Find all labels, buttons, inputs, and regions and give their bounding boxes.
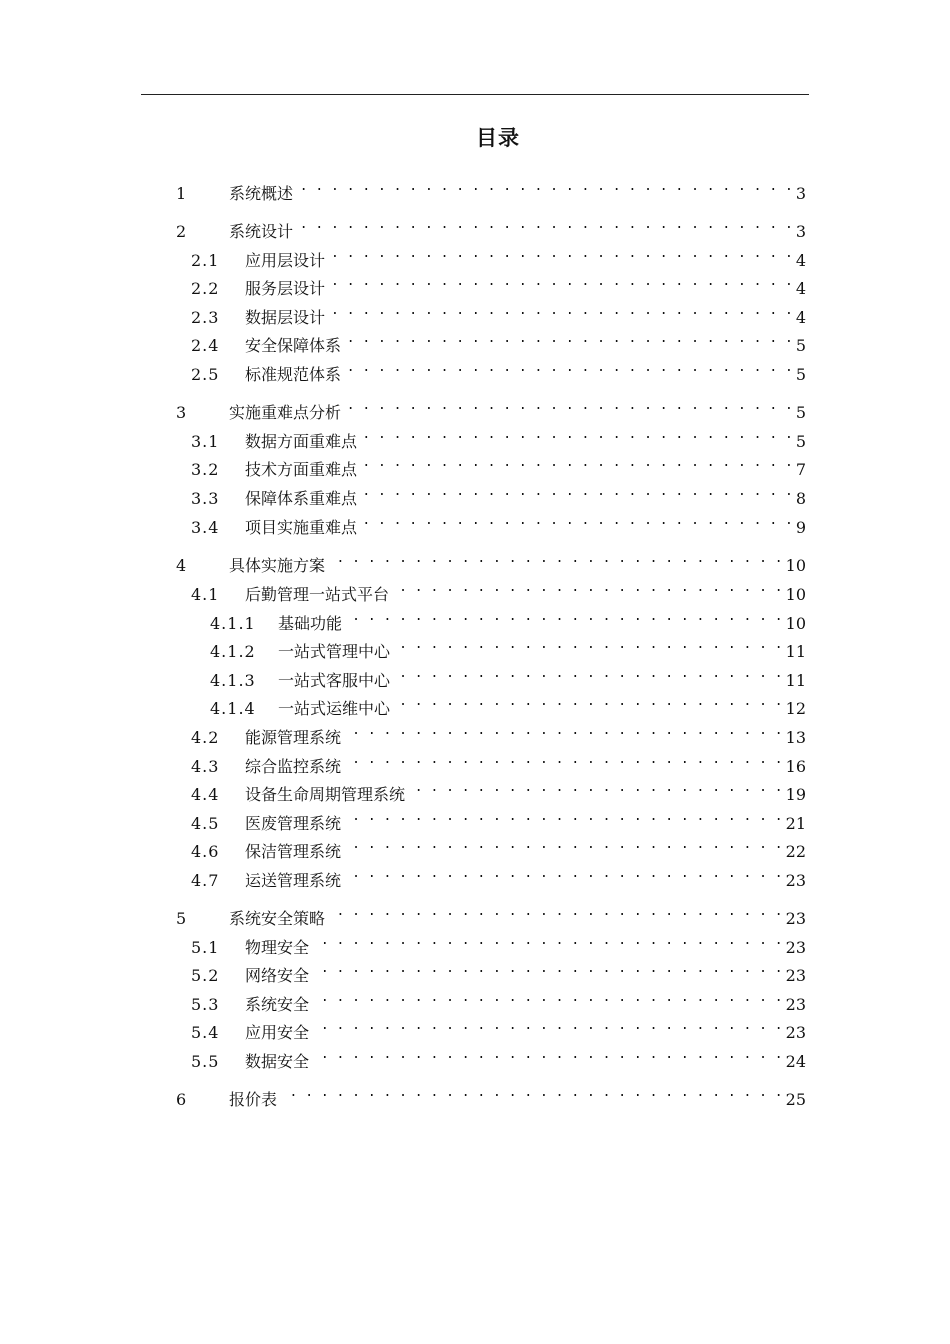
toc-page-number: 13 (785, 728, 806, 747)
toc-entry-4-1[interactable] (191, 576, 806, 604)
dot-leader (344, 327, 793, 351)
toc-page-number: 23 (785, 909, 806, 928)
toc-number: 4.6 (191, 842, 220, 861)
toc-page-number: 12 (785, 699, 806, 718)
toc-entry-5-5[interactable] (191, 1043, 806, 1071)
toc-number: 5.3 (191, 995, 220, 1014)
toc-heading: 系统概述 (229, 184, 294, 203)
toc-number: 5.5 (191, 1052, 220, 1071)
dot-leader (393, 690, 783, 714)
toc-entry-4-6[interactable] (191, 833, 806, 861)
toc-entry-4-1-4[interactable] (210, 690, 806, 718)
toc-heading: 能源管理系统 (245, 728, 342, 747)
toc-entry-5-3[interactable] (191, 986, 806, 1014)
toc-heading: 项目实施重难点 (245, 518, 358, 537)
dot-leader (312, 929, 783, 953)
toc-number: 4.1.4 (210, 699, 256, 718)
toc-page-number: 10 (785, 556, 806, 575)
dot-leader (312, 1043, 783, 1067)
toc-heading: 应用安全 (245, 1023, 310, 1042)
toc-entry-3-1[interactable] (191, 423, 806, 451)
toc-entry-2-2[interactable] (191, 270, 806, 298)
dot-leader (328, 299, 793, 323)
dot-leader (344, 833, 783, 857)
toc-number: 4 (176, 556, 188, 575)
toc-number: 4.2 (191, 728, 220, 747)
toc-number: 4.1.3 (210, 671, 256, 690)
dot-leader (344, 719, 783, 743)
dot-leader (360, 451, 793, 475)
dot-leader (344, 394, 793, 418)
toc-page-number: 24 (785, 1052, 806, 1071)
dot-leader (408, 776, 783, 800)
toc-number: 5.2 (191, 966, 220, 985)
toc-entry-2-1[interactable] (191, 242, 806, 270)
toc-page-number: 7 (795, 460, 806, 479)
toc-number: 3.3 (191, 489, 220, 508)
toc-number: 4.4 (191, 785, 220, 804)
toc-entry-4-2[interactable] (191, 719, 806, 747)
toc-number: 5 (176, 909, 188, 928)
toc-heading: 一站式运维中心 (278, 699, 391, 718)
toc-heading: 医废管理系统 (245, 814, 342, 833)
toc-heading: 应用层设计 (245, 251, 326, 270)
toc-title: 目录 (476, 126, 520, 150)
toc-heading: 数据方面重难点 (245, 432, 358, 451)
toc-heading: 安全保障体系 (245, 336, 342, 355)
dot-leader (344, 805, 783, 829)
dot-leader (393, 662, 783, 686)
dot-leader (344, 356, 793, 380)
dot-leader (344, 748, 783, 772)
toc-number: 5.4 (191, 1023, 220, 1042)
toc-number: 1 (176, 184, 188, 203)
toc-heading: 报价表 (229, 1090, 278, 1109)
toc-heading: 后勤管理一站式平台 (245, 585, 390, 604)
dot-leader (296, 213, 793, 237)
toc-heading: 一站式管理中心 (278, 642, 391, 661)
toc-number: 2 (176, 222, 188, 241)
dot-leader (360, 509, 793, 533)
toc-page-number: 3 (795, 184, 806, 203)
toc-page-number: 11 (785, 642, 806, 661)
toc-heading: 设备生命周期管理系统 (245, 785, 406, 804)
dot-leader (280, 1081, 783, 1105)
toc-page-number: 5 (795, 403, 806, 422)
toc-number: 4.3 (191, 757, 220, 776)
dot-leader (344, 862, 783, 886)
toc-heading: 系统安全 (245, 995, 310, 1014)
toc-page-number: 23 (785, 995, 806, 1014)
toc-entry-3-2[interactable] (191, 451, 806, 479)
dot-leader (312, 1014, 783, 1038)
toc-page-number: 9 (795, 518, 806, 537)
toc-page-number: 21 (785, 814, 806, 833)
toc-page-number: 4 (795, 251, 806, 270)
toc-entry-6[interactable] (176, 1081, 806, 1109)
toc-number: 4.1 (191, 585, 220, 604)
dot-leader (312, 957, 783, 981)
toc-entry-4[interactable] (176, 547, 806, 575)
toc-entry-4-1-1[interactable] (210, 605, 806, 633)
toc-number: 2.2 (191, 279, 220, 298)
toc-page-number: 5 (795, 365, 806, 384)
toc-entry-3[interactable] (176, 394, 806, 422)
toc-heading: 保障体系重难点 (245, 489, 358, 508)
toc-heading: 综合监控系统 (245, 757, 342, 776)
toc-number: 2.3 (191, 308, 220, 327)
toc-number: 6 (176, 1090, 188, 1109)
toc-entry-4-1-2[interactable] (210, 633, 806, 661)
toc-page-number: 19 (785, 785, 806, 804)
toc-page-number: 23 (785, 871, 806, 890)
toc-page-number: 3 (795, 222, 806, 241)
toc-entry-4-4[interactable] (191, 776, 806, 804)
toc-entry-4-1-3[interactable] (210, 662, 806, 690)
toc-page-number: 23 (785, 966, 806, 985)
toc-entry-2-5[interactable] (191, 356, 806, 384)
toc-page-number: 4 (795, 279, 806, 298)
toc-heading: 具体实施方案 (229, 556, 326, 575)
dot-leader (392, 576, 783, 600)
dot-leader (328, 547, 783, 571)
toc-entry-4-7[interactable] (191, 862, 806, 890)
toc-heading: 系统设计 (229, 222, 294, 241)
toc-entry-2[interactable] (176, 213, 806, 241)
toc-heading: 标准规范体系 (245, 365, 342, 384)
toc-heading: 物理安全 (245, 938, 310, 957)
toc-page-number: 11 (785, 671, 806, 690)
toc-entry-4-3[interactable] (191, 748, 806, 776)
toc-page-number: 23 (785, 1023, 806, 1042)
toc-number: 3.2 (191, 460, 220, 479)
toc-page-number: 25 (785, 1090, 806, 1109)
toc-entry-4-5[interactable] (191, 805, 806, 833)
toc-heading: 数据安全 (245, 1052, 310, 1071)
toc-page-number: 22 (785, 842, 806, 861)
dot-leader (328, 900, 783, 924)
toc-number: 2.5 (191, 365, 220, 384)
toc-entry-3-4[interactable] (191, 509, 806, 537)
toc-heading: 基础功能 (278, 614, 343, 633)
toc-page-number: 5 (795, 336, 806, 355)
toc-entry-2-3[interactable] (191, 299, 806, 327)
dot-leader (345, 605, 783, 629)
toc-number: 2.1 (191, 251, 220, 270)
dot-leader (296, 175, 793, 199)
toc-heading: 数据层设计 (245, 308, 326, 327)
dot-leader (312, 986, 783, 1010)
dot-leader (328, 242, 793, 266)
toc-page-number: 23 (785, 938, 806, 957)
toc-entry-3-3[interactable] (191, 480, 806, 508)
toc-heading: 实施重难点分析 (229, 403, 342, 422)
toc-page-number: 8 (795, 489, 806, 508)
dot-leader (360, 423, 793, 447)
toc-number: 4.1.1 (210, 614, 256, 633)
toc-number: 3.4 (191, 518, 220, 537)
toc-number: 5.1 (191, 938, 220, 957)
toc-page-number: 10 (785, 585, 806, 604)
toc-heading: 技术方面重难点 (245, 460, 358, 479)
dot-leader (393, 633, 783, 657)
toc-heading: 保洁管理系统 (245, 842, 342, 861)
toc-number: 2.4 (191, 336, 220, 355)
toc-entry-1[interactable] (176, 175, 806, 203)
toc-page-number: 10 (785, 614, 806, 633)
toc-heading: 一站式客服中心 (278, 671, 391, 690)
toc-number: 4.1.2 (210, 642, 256, 661)
toc-entry-5-1[interactable] (191, 929, 806, 957)
dot-leader (328, 270, 793, 294)
toc-heading: 网络安全 (245, 966, 310, 985)
toc-page-number: 16 (785, 757, 806, 776)
toc-entry-5[interactable] (176, 900, 806, 928)
toc-entry-5-4[interactable] (191, 1014, 806, 1042)
toc-number: 3 (176, 403, 188, 422)
toc-heading: 系统安全策略 (229, 909, 326, 928)
dot-leader (360, 480, 793, 504)
toc-heading: 服务层设计 (245, 279, 326, 298)
toc-number: 4.5 (191, 814, 220, 833)
toc-entry-5-2[interactable] (191, 957, 806, 985)
toc-number: 3.1 (191, 432, 220, 451)
toc-number: 4.7 (191, 871, 220, 890)
toc-heading: 运送管理系统 (245, 871, 342, 890)
toc-entry-2-4[interactable] (191, 327, 806, 355)
toc-page-number: 4 (795, 308, 806, 327)
toc-page-number: 5 (795, 432, 806, 451)
